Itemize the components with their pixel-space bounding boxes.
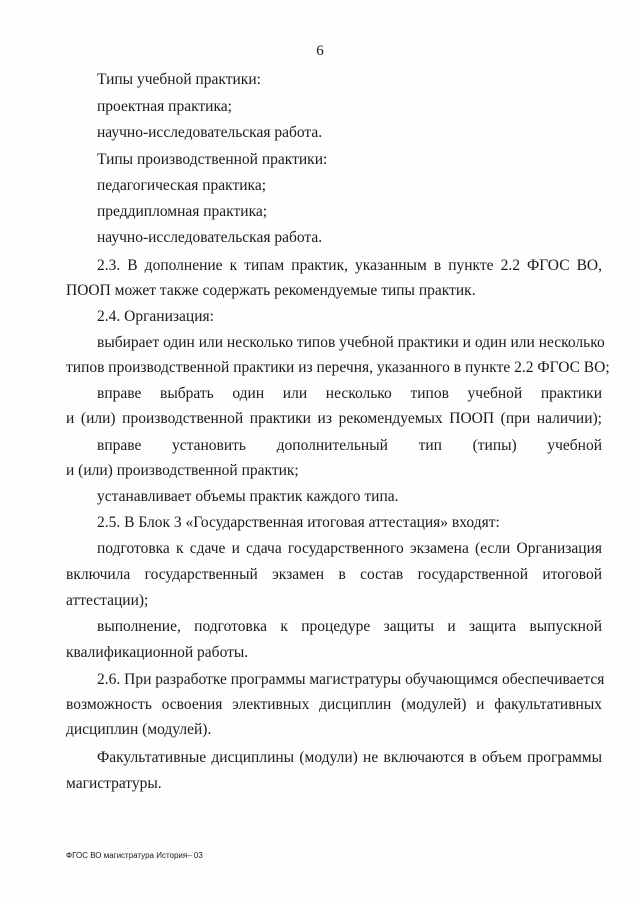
text-line: научно-исследовательская работа.: [97, 229, 323, 246]
text-line: научно-исследовательская работа.: [97, 124, 323, 141]
text-line: педагогическая практика;: [97, 177, 267, 194]
text-line: выполнение, подготовка к процедуре защиты и защита выпускной: [97, 618, 602, 635]
page-number: 6: [316, 43, 324, 59]
text-line: типов производственной практики из перечня, указанного в пункте 2.2 ФГОС ВО;: [66, 359, 610, 376]
text-line: преддипломная практика;: [97, 203, 268, 220]
text-line: Факультативные дисциплины (модули) не включаются в объем программы: [97, 749, 602, 766]
text-line: включила государственный экзамен в состав государственной итоговой: [66, 566, 602, 583]
text-line: Типы производственной практики:: [97, 151, 328, 168]
text-line: возможность освоения элективных дисциплин (модулей) и факультативных: [66, 696, 602, 713]
text-line: 2.4. Организация:: [97, 308, 214, 325]
text-line: дисциплин (модулей).: [66, 721, 212, 738]
text-line: аттестации);: [66, 592, 149, 609]
text-line: вправе выбрать один или несколько типов учебной практики: [97, 385, 602, 402]
text-line: выбирает один или несколько типов учебной практики и один или несколько: [97, 334, 605, 351]
text-line: устанавливает объемы практик каждого типа.: [97, 488, 399, 505]
text-line: и (или) производственной практик;: [66, 462, 299, 479]
text-line: 2.3. В дополнение к типам практик, указанным в пункте 2.2 ФГОС ВО,: [97, 257, 602, 274]
text-line: вправе установить дополнительный тип (типы) учебной: [97, 437, 602, 454]
text-line: магистратуры.: [66, 775, 162, 792]
text-line: квалификационной работы.: [66, 644, 249, 661]
text-line: ПООП может также содержать рекомендуемые типы практик.: [66, 282, 476, 299]
text-line: подготовка к сдаче и сдача государственного экзамена (если Организация: [97, 540, 602, 557]
text-line: 2.5. В Блок 3 «Государственная итоговая аттестация» входят:: [97, 514, 500, 531]
text-line: проектная практика;: [97, 98, 232, 115]
text-line: 2.6. При разработке программы магистратуры обучающимся обеспечивается: [97, 671, 605, 688]
text-line: и (или) производственной практики из рекомендуемых ПООП (при наличии);: [66, 410, 602, 427]
text-line: Типы учебной практики:: [97, 71, 261, 88]
footer-text: ФГОС ВО магистратура История– 03: [66, 851, 203, 860]
